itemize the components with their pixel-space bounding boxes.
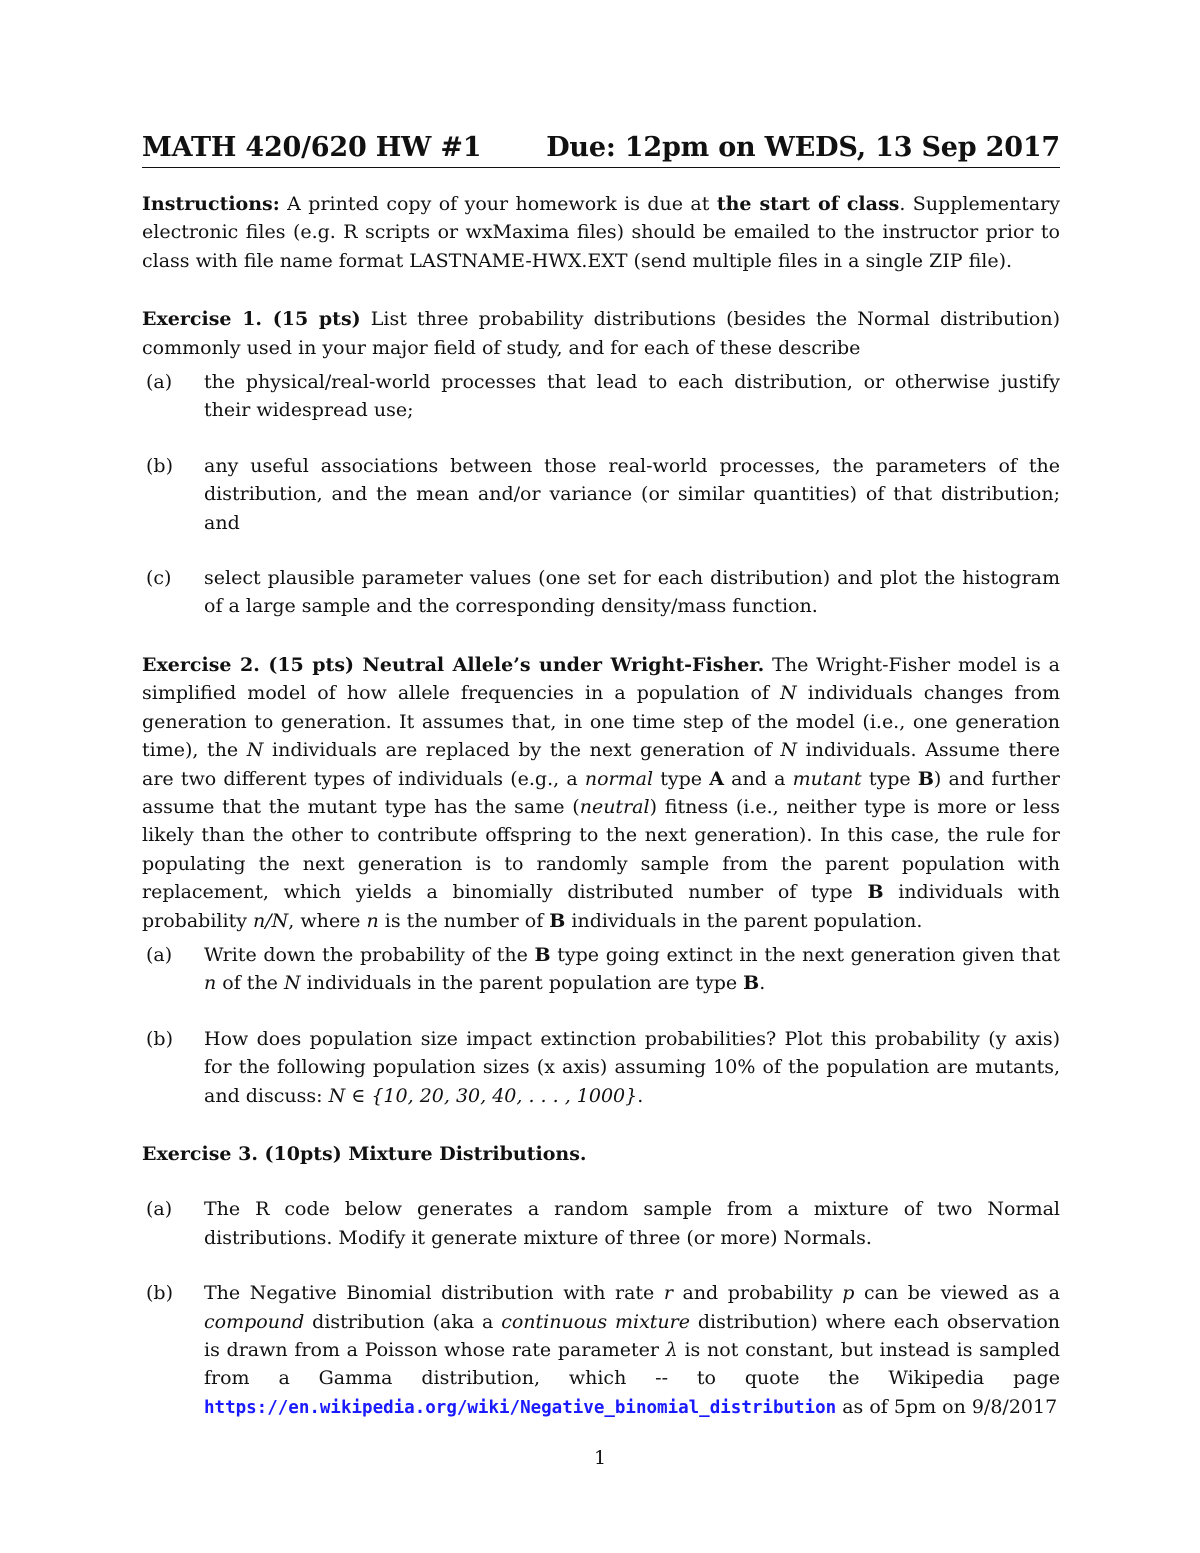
type-B: B bbox=[743, 972, 760, 995]
text: individuals in the parent population. bbox=[565, 909, 923, 932]
item-label: (c) bbox=[146, 567, 172, 590]
text: can be viewed as a bbox=[854, 1282, 1060, 1305]
text: distribution (aka a bbox=[304, 1310, 502, 1333]
math-r: r bbox=[663, 1282, 673, 1305]
exercise-3 bbox=[142, 1140, 1060, 1168]
math-n: n bbox=[204, 972, 217, 995]
item-label: (a) bbox=[146, 371, 173, 394]
text: type bbox=[861, 767, 918, 790]
text: How does population size impact extinction probabilities? Plot this probability (y axis) for the following population sizes (x axis) assuming 10% of the population are mutants, and discuss: bbox=[204, 1027, 1060, 1107]
text: distribution) where each observation is drawn from a Poisson whose rate parameter bbox=[204, 1310, 1060, 1361]
text: individuals changes from generation to generation. It assumes that, in one time step of the model (i.e., one generation time), the bbox=[142, 682, 1060, 762]
type-B: B bbox=[549, 909, 566, 932]
text: individuals are replaced by the next generation of bbox=[263, 739, 781, 762]
list-item bbox=[142, 564, 1060, 621]
list-item bbox=[142, 368, 1060, 425]
text: of the bbox=[216, 972, 284, 995]
item-text bbox=[204, 941, 1060, 998]
text: The Negative Binomial distribution with rate bbox=[204, 1282, 664, 1305]
math-p: p bbox=[842, 1282, 855, 1305]
wikipedia-link[interactable]: https://en.wikipedia.org/wiki/Negative_binomial_distribution bbox=[204, 1397, 837, 1418]
emph-mutant: mutant bbox=[792, 767, 862, 790]
text: as of 5pm on 9/8/2017 bbox=[836, 1395, 1058, 1418]
list-item bbox=[142, 1025, 1060, 1110]
math-N: N bbox=[283, 972, 301, 995]
exercise-1-intro: List three probability distributions (besides the Normal distribution) commonly used in your major field of study, and for each of these describe bbox=[142, 308, 1060, 359]
text: type bbox=[653, 767, 710, 790]
item-text bbox=[204, 1279, 1060, 1422]
text: . bbox=[637, 1084, 644, 1107]
type-B: B bbox=[534, 943, 551, 966]
item-label: (b) bbox=[146, 1282, 173, 1305]
exercise-3-heading: Exercise 3. (10pts) Mixture Distributions. bbox=[142, 1142, 587, 1165]
text: The Wright-Fisher model is a simplified model of how allele frequencies in a population of bbox=[142, 653, 1061, 705]
type-B: B bbox=[917, 767, 934, 790]
math-set: N ∈ {10, 20, 30, 40, . . . , 1000} bbox=[328, 1084, 638, 1107]
exercise-1-heading: Exercise 1. (15 pts) bbox=[142, 308, 361, 331]
text: individuals. Assume there are two different types of individuals (e.g., a bbox=[142, 739, 1060, 790]
instructions-text-2: . Supplementary electronic files (e.g. R scripts or wxMaxima files) should be emailed to the instructor prior to class with file name format LASTNAME-HWX.EXT (send multiple files in a single ZIP file). bbox=[142, 193, 1060, 272]
exercise-2-heading: Exercise 2. (15 pts) Neutral Allele’s under Wright-Fisher. bbox=[142, 653, 765, 676]
item-label: (a) bbox=[146, 1198, 173, 1221]
emph-compound: compound bbox=[204, 1310, 305, 1333]
text: is the number of bbox=[378, 909, 550, 932]
header bbox=[142, 132, 1060, 168]
page-title: MATH 420/620 HW #1 bbox=[142, 132, 482, 163]
text: ) and further assume that the mutant type has the same ( bbox=[142, 767, 1060, 818]
text: and a bbox=[723, 767, 793, 790]
item-text bbox=[204, 1025, 1060, 1110]
instructions-text: A printed copy of your homework is due at bbox=[279, 193, 717, 215]
text: individuals in the parent population are type bbox=[300, 972, 744, 995]
math-N: N bbox=[780, 739, 798, 762]
type-A: A bbox=[709, 767, 724, 790]
type-B: B bbox=[867, 881, 884, 904]
instructions bbox=[142, 190, 1060, 275]
math-N: N bbox=[246, 739, 264, 762]
list-item bbox=[142, 1279, 1060, 1422]
emph-normal: normal bbox=[584, 767, 654, 790]
text: and probability bbox=[672, 1282, 843, 1305]
list-item bbox=[142, 1195, 1060, 1252]
emph-neutral: neutral bbox=[579, 795, 650, 818]
text: is not constant, but instead is sampled from a Gamma distribution, which -- to quote the Wikipedia page bbox=[204, 1339, 1060, 1390]
emph-continuous-mixture: continuous mixture bbox=[501, 1310, 690, 1333]
item-label: (b) bbox=[146, 454, 173, 477]
due-date: Due: 12pm on WEDS, 13 Sep 2017 bbox=[546, 132, 1060, 163]
math-N: N bbox=[780, 682, 797, 705]
list-item bbox=[142, 452, 1060, 537]
text: . bbox=[759, 972, 766, 995]
text: , where bbox=[288, 909, 367, 932]
math-ratio: n/N bbox=[252, 909, 289, 932]
exercise-2 bbox=[142, 651, 1060, 935]
page-number: 1 bbox=[593, 1447, 607, 1469]
list-item bbox=[142, 941, 1060, 998]
text: ) fitness (i.e., neither type is more or less likely than the other to contribute offspring to the next generation). In this case, the rule for populating the next generation is to randomly sample from the parent population with replacement, which yields a binomially distributed number of type bbox=[142, 795, 1060, 904]
item-text: The R code below generates a random sample from a mixture of two Normal distributions. Modify it generate mixture of three (or more) Normals. bbox=[204, 1198, 1060, 1249]
math-n: n bbox=[366, 909, 379, 932]
text: Write down the probability of the bbox=[204, 943, 535, 966]
instructions-bold: the start of class bbox=[716, 193, 900, 215]
instructions-label: Instructions: bbox=[142, 193, 280, 215]
text: individuals with probability bbox=[142, 881, 1060, 932]
item-label: (b) bbox=[146, 1027, 173, 1050]
text: type going extinct in the next generation given that bbox=[550, 943, 1060, 966]
item-text: any useful associations between those real-world processes, the parameters of the distribution, and the mean and/or variance (or similar quantities) of that distribution; and bbox=[204, 454, 1060, 534]
document-page bbox=[142, 132, 1060, 1422]
item-label: (a) bbox=[146, 943, 173, 966]
math-lambda: λ bbox=[665, 1339, 678, 1361]
exercise-1 bbox=[142, 305, 1060, 362]
item-text: the physical/real-world processes that lead to each distribution, or otherwise justify their widespread use; bbox=[204, 371, 1060, 422]
item-text: select plausible parameter values (one set for each distribution) and plot the histogram of a large sample and the corresponding density/mass function. bbox=[204, 567, 1060, 618]
